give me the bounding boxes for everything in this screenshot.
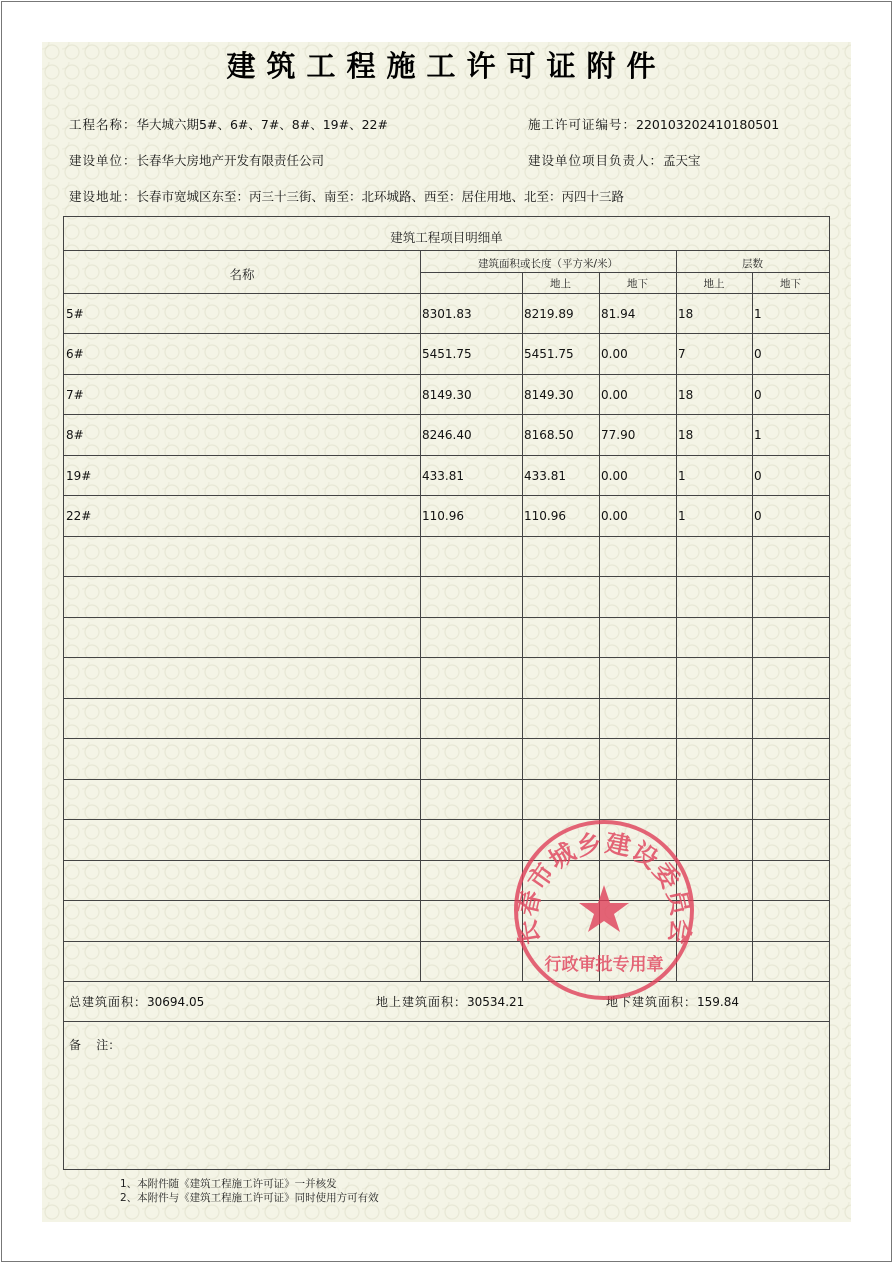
above-ground-area-label: 地上建筑面积： [376, 995, 468, 1009]
document-title: 建筑工程施工许可证附件 [226, 49, 667, 83]
above-ground-area [376, 993, 524, 1010]
column-floors-header: 层数 [742, 258, 763, 270]
row-floors-above: 1 [678, 509, 686, 523]
project-lead-value: 孟天宝 [663, 153, 701, 168]
project-name-value: 华大城六期5#、6#、7#、8#、19#、22# [136, 117, 388, 132]
row-floors-below: 0 [754, 388, 762, 402]
floors-below-header: 地下 [780, 278, 801, 290]
row-floors-below: 1 [754, 428, 762, 442]
row-floors-above: 7 [678, 347, 686, 361]
row-total-area: 433.81 [422, 469, 464, 483]
row-area-below: 0.00 [601, 347, 628, 361]
official-seal [509, 815, 699, 1005]
below-ground-area-value: 159.84 [697, 995, 740, 1009]
seal-star-icon [579, 885, 629, 932]
row-area-above: 8219.89 [524, 307, 574, 321]
row-area-below: 0.00 [601, 469, 628, 483]
row-area-below: 0.00 [601, 388, 628, 402]
row-floors-above: 18 [678, 388, 694, 402]
footer-note-1: 1、本附件随《建筑工程施工许可证》一并核发 [120, 1178, 337, 1190]
footer-note-2: 2、本附件与《建筑工程施工许可证》同时使用方可有效 [120, 1192, 379, 1204]
row-floors-below: 0 [754, 509, 762, 523]
project-name-label: 工程名称： [69, 117, 137, 132]
row-name: 19# [66, 469, 92, 483]
row-area-above: 8149.30 [524, 388, 574, 402]
area-below-header: 地下 [627, 278, 648, 290]
row-name: 7# [66, 388, 84, 402]
row-total-area: 8149.30 [422, 388, 472, 402]
total-area-label: 总建筑面积： [69, 995, 148, 1009]
permit-number-value: 220103202410180501 [636, 117, 780, 132]
builder [69, 151, 324, 169]
seal-purpose-text: 行政审批专用章 [544, 955, 664, 975]
row-total-area: 8301.83 [422, 307, 472, 321]
row-total-area: 110.96 [422, 509, 464, 523]
builder-value: 长春华大房地产开发有限责任公司 [136, 153, 325, 168]
project-lead [528, 151, 701, 169]
row-name: 8# [66, 428, 84, 442]
row-floors-below: 1 [754, 307, 762, 321]
project-name [69, 115, 388, 133]
builder-label: 建设单位： [69, 153, 137, 168]
row-floors-above: 1 [678, 469, 686, 483]
row-area-above: 5451.75 [524, 347, 574, 361]
row-area-below: 77.90 [601, 428, 636, 442]
row-name: 6# [66, 347, 84, 361]
address-label: 建设地址： [69, 189, 137, 204]
permit-number [528, 115, 779, 133]
row-area-below: 0.00 [601, 509, 628, 523]
row-total-area: 5451.75 [422, 347, 472, 361]
row-total-area: 8246.40 [422, 428, 472, 442]
row-floors-above: 18 [678, 428, 694, 442]
column-area-header: 建筑面积或长度（平方米/米） [477, 258, 619, 270]
row-area-above: 8168.50 [524, 428, 574, 442]
row-floors-below: 0 [754, 469, 762, 483]
table-caption: 建筑工程项目明细单 [390, 230, 503, 245]
project-lead-label: 建设单位项目负责人： [528, 153, 664, 168]
seal-org-text: 长春市城乡建设委员会 [512, 828, 696, 948]
remarks-label: 备 注： [69, 1038, 121, 1052]
permit-number-label: 施工许可证编号： [528, 117, 637, 132]
total-area-value: 30694.05 [147, 995, 205, 1009]
area-above-header: 地上 [550, 278, 571, 290]
row-area-below: 81.94 [601, 307, 636, 321]
floors-above-header: 地上 [703, 278, 725, 290]
row-name: 5# [66, 307, 84, 321]
address-value: 长春市宽城区东至：丙三十三街、南至：北环城路、西至：居住用地、北至：丙四十三路 [136, 189, 625, 204]
column-name-header: 名称 [229, 267, 255, 282]
row-name: 22# [66, 509, 92, 523]
total-area [69, 993, 204, 1010]
row-floors-above: 18 [678, 307, 694, 321]
address [69, 187, 624, 205]
row-floors-below: 0 [754, 347, 762, 361]
row-area-above: 110.96 [524, 509, 566, 523]
below-ground-area-label: 地下建筑面积： [606, 995, 698, 1009]
row-area-above: 433.81 [524, 469, 566, 483]
above-ground-area-value: 30534.21 [467, 995, 525, 1009]
